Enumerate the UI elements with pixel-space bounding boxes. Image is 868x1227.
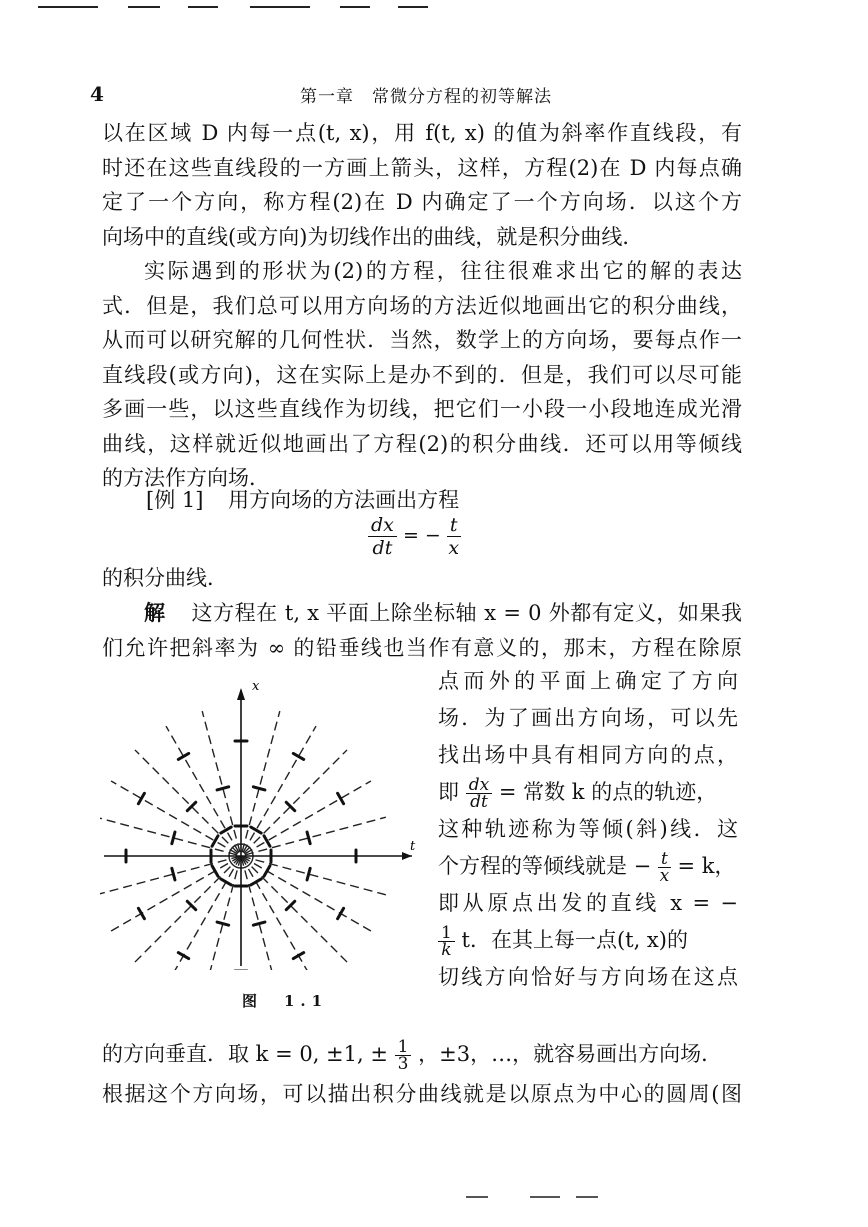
page-number: 4 — [90, 82, 104, 106]
example-label: [例 1] — [146, 488, 204, 512]
scan-mark — [530, 1196, 560, 1198]
text-line: 即 $\frac{dx}{dt}$ = 常数 k 的点的轨迹， — [438, 775, 718, 812]
fraction: $\frac{1}{3}$ — [395, 1039, 412, 1072]
paragraph-1 — [102, 116, 742, 254]
direction-tick — [338, 793, 344, 803]
text-line: 向场中的直线(或方向)为切线作出的曲线，就是积分曲线． — [102, 224, 644, 249]
direction-tick — [178, 753, 188, 759]
x-axis-label: x — [252, 679, 260, 694]
direction-tick — [251, 827, 261, 833]
text-line: 们允许把斜率为 ∞ 的铅垂线也当作有意义的，那末，方程在除原 — [102, 635, 742, 660]
direction-tick — [307, 868, 310, 880]
fraction: $\frac{dx}{dt}$ — [368, 514, 397, 559]
direction-tick — [253, 922, 265, 925]
fraction: $\frac{1}{k}$ — [438, 925, 455, 958]
direction-tick — [221, 879, 231, 885]
running-title: 第一章 常微分方程的初等解法 — [300, 87, 552, 107]
direction-tick — [217, 787, 229, 790]
scan-rule — [340, 6, 370, 8]
text-line: 式．但是，我们总可以用方向场的方法近似地画出它的积分曲线， — [102, 293, 742, 318]
scan-rule — [398, 6, 428, 8]
solution-paragraph — [102, 596, 742, 665]
text-line: 切线方向恰好与方向场在这点 — [438, 965, 738, 989]
direction-tick — [212, 836, 218, 846]
text-line: 实际遇到的形状为(2)的方程，往往很难求出它的解的表达 — [144, 259, 742, 283]
example-tail: 的积分曲线． — [102, 566, 228, 590]
text-line: 个方程的等倾线就是 − $\frac{t}{x}$ = k， — [438, 849, 736, 886]
scan-mark — [576, 1196, 598, 1198]
direction-tick — [307, 832, 310, 844]
text-line: $\frac{1}{k}$ t．在其上每一点(t, x)的 — [438, 922, 738, 959]
text-line: 场．为了画出方向场，可以先 — [438, 706, 738, 730]
direction-tick — [172, 868, 175, 880]
text-line: 时还在这些直线段的一方画上箭头，这样，方程(2)在 D 内每点确 — [102, 155, 742, 180]
direction-tick — [251, 879, 261, 885]
direction-tick — [217, 922, 229, 925]
scan-mark — [466, 1196, 488, 1198]
scan-rule — [188, 6, 218, 8]
fraction: $\frac{t}{x}$ — [659, 849, 670, 886]
fraction: $\frac{dx}{dt}$ — [466, 777, 492, 810]
paragraph-2 — [102, 254, 742, 496]
x-axis-arrow-icon — [237, 688, 245, 700]
direction-tick — [293, 953, 303, 959]
scan-rule — [128, 6, 160, 8]
text-line: 曲线，这样就近似地画出了方程(2)的积分曲线．还可以用等倾线 — [102, 431, 742, 456]
example-statement: 用方向场的方法画出方程 — [228, 488, 460, 512]
direction-tick — [178, 953, 188, 959]
text-line: 的方向垂直．取 k = 0, ±1, ± $\frac{1}{3}$ ，±3，…，就容易画出方向场． — [102, 1037, 723, 1074]
direction-tick — [264, 866, 270, 876]
example-heading — [146, 484, 459, 514]
direction-tick — [338, 908, 344, 918]
scan-rule — [250, 6, 310, 8]
text-line: 点而外的平面上确定了方向 — [438, 669, 738, 693]
text-line: 从而可以研究解的几何性状．当然，数学上的方向场，要每点作一 — [102, 328, 742, 352]
text-line: 以在区域 D 内每一点(t, x)，用 f(t, x) 的值为斜率作直线段，有 — [102, 121, 742, 145]
example-equation: $\frac{dx}{dt}$ = − $\frac{t}{x}$ — [368, 514, 461, 559]
direction-tick — [264, 836, 270, 846]
text-line: 找出场中具有相同方向的点， — [438, 743, 738, 767]
text-line: 定了一个方向，称方程(2)在 D 内确定了一个方向场．以这个方 — [102, 190, 742, 214]
text-line: 即从原点出发的直线 x = − — [438, 891, 738, 915]
fraction: $\frac{t}{x}$ — [448, 514, 460, 559]
direction-tick — [253, 787, 265, 790]
figure-caption: 图 1.1 — [242, 992, 329, 1010]
final-paragraph — [102, 1034, 742, 1114]
direction-tick — [138, 908, 144, 918]
direction-tick — [172, 832, 175, 844]
direction-field-figure — [100, 670, 420, 970]
direction-tick — [293, 753, 303, 759]
direction-tick — [138, 793, 144, 803]
direction-tick — [212, 866, 218, 876]
scan-rule — [38, 6, 98, 8]
direction-tick — [221, 827, 231, 833]
text-line: 这种轨迹称为等倾(斜)线．这 — [438, 817, 738, 841]
text-line: 的方法作方向场． — [102, 466, 270, 490]
t-axis-label: t — [410, 839, 416, 854]
text-line: 解 这方程在 t, x 平面上除坐标轴 x = 0 外都有定义，如果我 — [144, 600, 742, 625]
text-line: 直线段(或方向)，这在实际上是办不到的．但是，我们可以尽可能 — [102, 362, 742, 387]
wrapped-text — [438, 663, 738, 996]
text-line: 根据这个方向场，可以描出积分曲线就是以原点为中心的圆周(图 — [102, 1082, 742, 1106]
text-line: 多画一些，以这些直线作为切线，把它们一小段一小段地连成光滑 — [102, 397, 742, 421]
